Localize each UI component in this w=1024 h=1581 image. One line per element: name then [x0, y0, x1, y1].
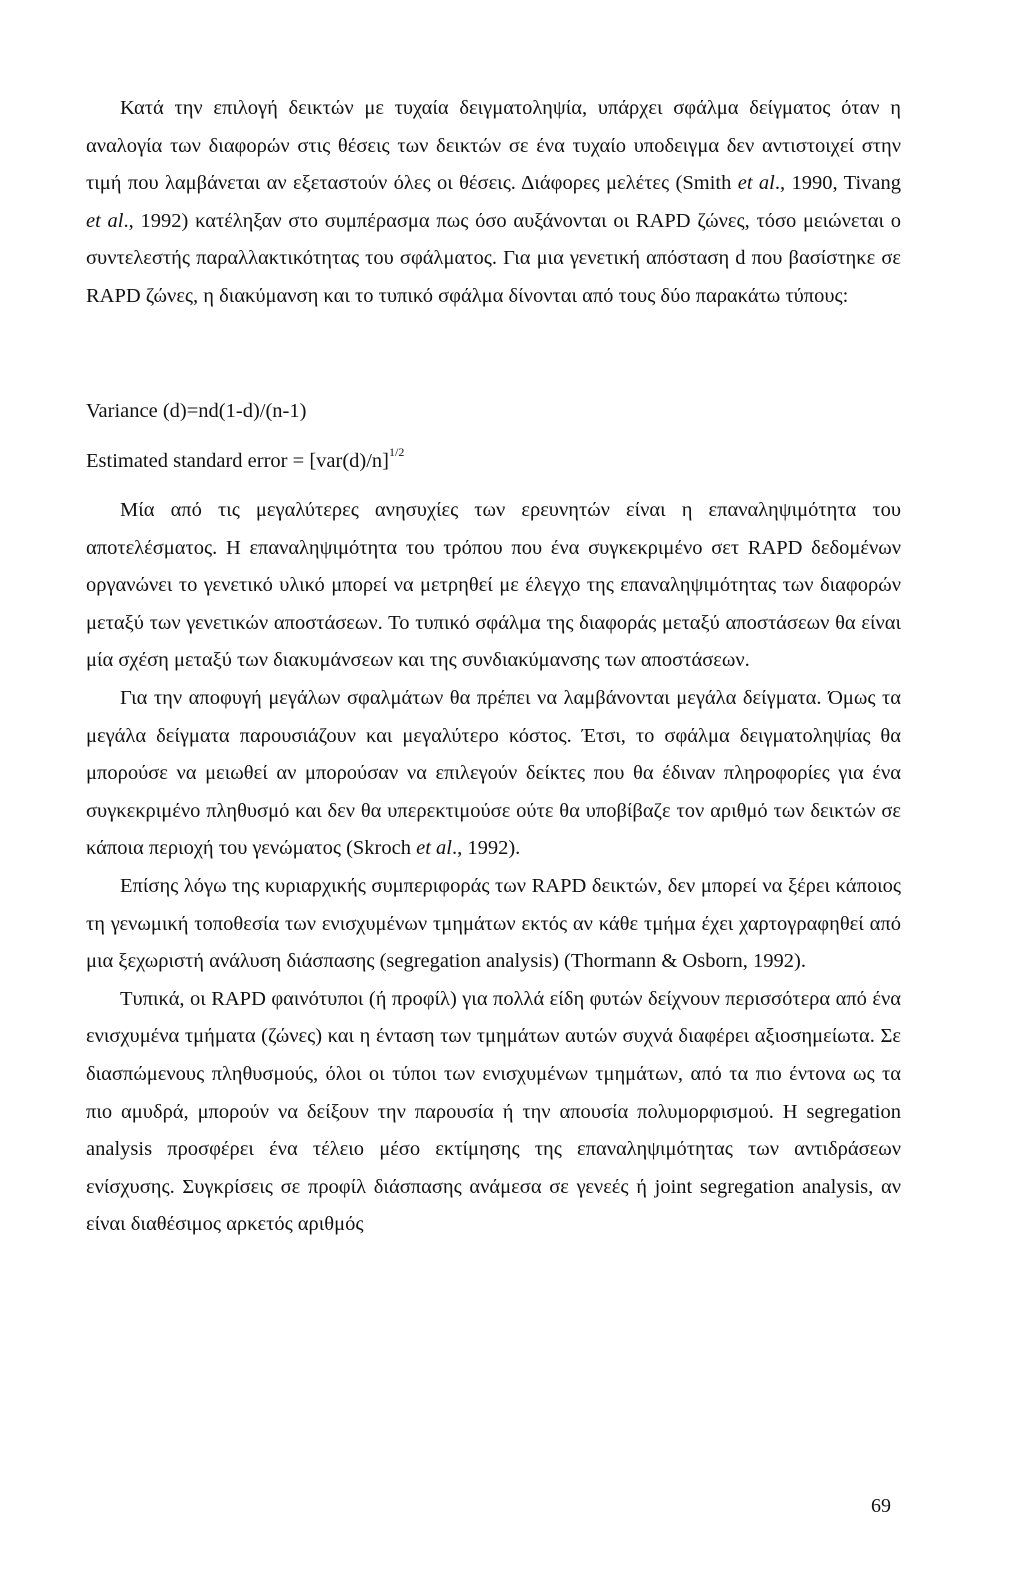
- formula-error-text: Estimated standard error = [var(d)/n]: [86, 450, 389, 472]
- text-segment: Μία από τις μεγαλύτερες ανησυχίες των ερευνητών είναι η επαναληψιμότητα του αποτελέσματος. Η επαναληψιμότητα του τρόπου που ένα συγκεκριμένο σετ RAPD δεδομένων οργανώνει το γενετικό υλικό μπορεί να μετρηθεί με έλεγχο της επαναληψιμότητας των διαφορών μεταξύ των γενετικών αποστάσεων. Το τυπικό σφάλμα της διαφοράς μεταξύ αποστάσεων θα είναι μία σχέση μεταξύ των διακυμάνσεων και της συνδιακύμανσης των αποστάσεων.: [86, 499, 901, 672]
- paragraph-sampling-error: [86, 90, 901, 316]
- formula-variance: [86, 396, 306, 426]
- text-segment: Για την αποφυγή μεγάλων σφαλμάτων θα πρέπει να λαμβάνονται μεγάλα δείγματα. Όμως τα μεγάλα δείγματα παρουσιάζουν και μεγαλύτερο κόστος. Έτσι, το σφάλμα δειγματοληψίας θα μπορούσε να μειωθεί αν μπορούσαν να επιλεγούν δείκτες που θα έδιναν πληροφορίες για ένα συγκεκριμένο πληθυσμό και δεν θα υπερεκτιμούσε ούτε θα υποβίβαζε τον αριθμό των δεικτών σε κάποια περιοχή του γενώματος (Skroch: [86, 686, 901, 860]
- italic-et-al: et al: [416, 837, 452, 860]
- formula-error-exponent: 1/2: [389, 445, 405, 459]
- formula-standard-error: [86, 446, 404, 476]
- text-segment: ., 1992).: [451, 837, 521, 860]
- italic-et-al: et al: [737, 172, 775, 195]
- paragraph-large-samples: [86, 680, 901, 868]
- text-segment: Τυπικά, οι RAPD φαινότυποι (ή προφίλ) για πολλά είδη φυτών δείχνουν περισσότερα από ένα ενισχυμένα τμήματα (ζώνες) και η ένταση των τμημάτων αυτών συχνά διαφέρει αξιοσημείωτα. Σε διασπώμενους πληθυσμούς, όλοι οι τύποι των ενισχυμένων τμημάτων, από τα πιο έντονα ως τα πιο αμυδρά, μπορούν να δείξουν την παρουσία ή την απουσία πολυμορφισμού. Η segregation analysis προσφέρει ένα τέλειο μέσο εκτίμησης της επαναληψιμότητας των αντιδράσεων ενίσχυσης. Συγκρίσεις σε προφίλ διάσπασης ανάμεσα σε γενεές ή joint segregation analysis, αν είναι διαθέσιμος αρκετός αριθμός: [86, 987, 901, 1236]
- paragraph-repeatability: [86, 492, 901, 680]
- formula-variance-text: Variance (d)=nd(1-d)/(n-1): [86, 400, 307, 422]
- italic-et-al: et al: [86, 209, 124, 232]
- text-segment: Κατά την επιλογή δεικτών με τυχαία δειγματοληψία, υπάρχει σφάλμα δείγματος όταν η αναλογία των διαφορών στις θέσεις των δεικτών σε ένα τυχαίο υποδειγμα δεν αντιστοιχεί στην τιμή που λαμβάνεται αν εξεταστούν όλες οι θέσεις. Διάφορες μελέτες (Smith: [86, 97, 901, 195]
- page-number: 69: [871, 1495, 891, 1517]
- text-segment: Επίσης λόγω της κυριαρχικής συμπεριφοράς των RAPD δεικτών, δεν μπορεί να ξέρει κάποιος τη γενωμική τοποθεσία των ενισχυμένων τμημάτων εκτός αν κάθε τμήμα έχει χαρτογραφηθεί από μια ξεχωριστή ανάλυση διάσπασης (segregation analysis) (Thormann & Osborn, 1992).: [86, 874, 901, 973]
- text-segment: ., 1990, Tivang: [774, 172, 901, 195]
- top-text-block: [86, 90, 901, 316]
- paragraph-dominance: [86, 868, 901, 981]
- paragraph-phenotypes: [86, 981, 901, 1244]
- bottom-text-block: [86, 492, 901, 1244]
- text-segment: ., 1992) κατέληξαν στο συμπέρασμα πως όσο αυξάνονται οι RAPD ζώνες, τόσο μειώνεται ο συντελεστής παραλλακτικότητας του σφάλματος. Για μια γενετική απόσταση d που βασίστηκε σε RAPD ζώνες, η διακύμανση και το τυπικό σφάλμα δίνονται από τους δύο παρακάτω τύπους:: [86, 209, 901, 307]
